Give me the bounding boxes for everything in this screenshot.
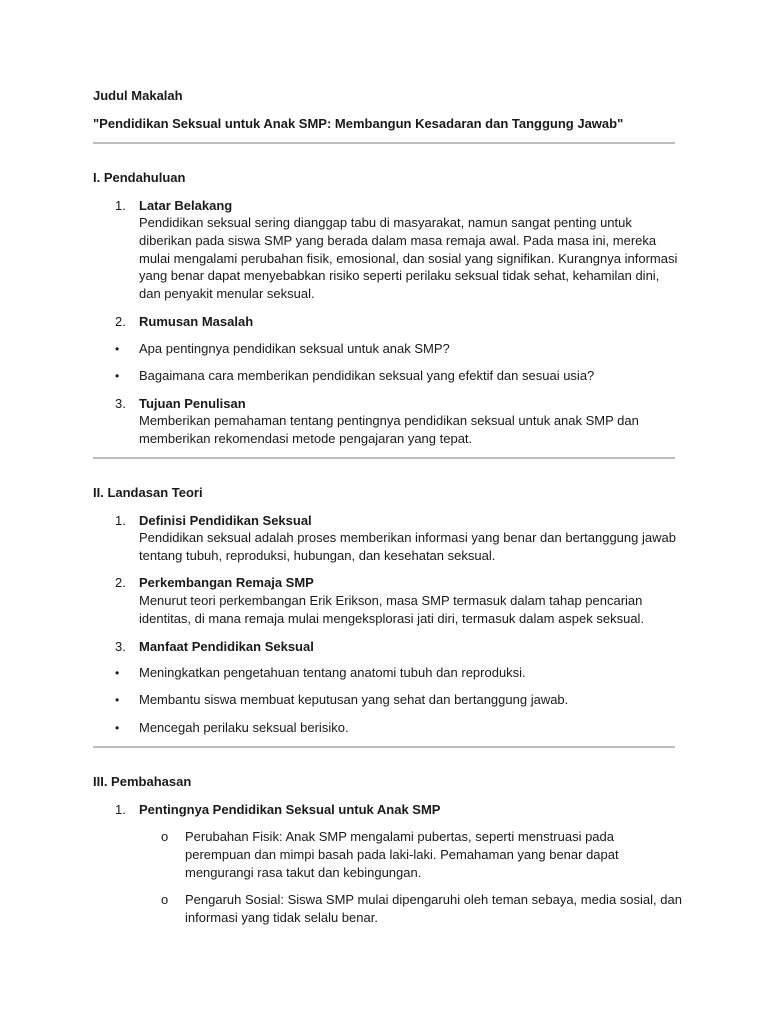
item-title: Latar Belakang (139, 198, 233, 213)
item-title: Rumusan Masalah (139, 314, 254, 329)
item-title: Pentingnya Pendidikan Seksual untuk Anak SMP (139, 802, 441, 817)
list-number: 2. (115, 314, 126, 329)
item-title: Definisi Pendidikan Seksual (139, 513, 312, 528)
list-number: 1. (115, 198, 126, 213)
circle-bullet-icon: o (161, 829, 169, 844)
list-item: Meningkatkan pengetahuan tentang anatomi tubuh dan reproduksi. (139, 665, 526, 680)
header-label: Judul Makalah (93, 88, 183, 103)
paper-title: "Pendidikan Seksual untuk Anak SMP: Membangun Kesadaran dan Tanggung Jawab" (93, 116, 624, 131)
paragraph-line: Memberikan pemahaman tentang pentingnya pendidikan seksual untuk anak SMP dan (139, 413, 639, 428)
list-item: Apa pentingnya pendidikan seksual untuk anak SMP? (139, 341, 450, 356)
bullet-icon: • (115, 369, 120, 383)
divider (93, 457, 675, 459)
list-number: 3. (115, 396, 126, 411)
sub-list-line: Pengaruh Sosial: Siswa SMP mulai dipengaruhi oleh teman sebaya, media sosial, dan (185, 892, 682, 907)
list-number: 3. (115, 639, 126, 654)
bullet-icon: • (115, 666, 120, 680)
paragraph-line: yang benar dapat menyebabkan risiko seperti perilaku seksual tidak sehat, kehamilan dini, (139, 268, 660, 283)
divider (93, 142, 675, 144)
paragraph-line: Pendidikan seksual sering dianggap tabu di masyarakat, namun sangat penting untuk (139, 215, 632, 230)
sub-list-line: informasi yang tidak selalu benar. (185, 910, 378, 925)
sub-list-line: Perubahan Fisik: Anak SMP mengalami pubertas, seperti menstruasi pada (185, 829, 614, 844)
section-heading-2: II. Landasan Teori (93, 485, 203, 500)
bullet-icon: • (115, 342, 120, 356)
list-item: Membantu siswa membuat keputusan yang sehat dan bertanggung jawab. (139, 692, 569, 707)
item-title: Manfaat Pendidikan Seksual (139, 639, 314, 654)
list-number: 2. (115, 575, 126, 590)
circle-bullet-icon: o (161, 892, 169, 907)
sub-list-line: mengurangi rasa takut dan kebingungan. (185, 865, 422, 880)
paragraph-line: mulai mengalami perubahan fisik, emosional, dan sosial yang signifikan. Kurangnya informasi (139, 251, 678, 266)
item-title: Tujuan Penulisan (139, 396, 246, 411)
list-number: 1. (115, 802, 126, 817)
bullet-icon: • (115, 693, 120, 707)
section-heading-3: III. Pembahasan (93, 774, 192, 789)
list-item: Bagaimana cara memberikan pendidikan seksual yang efektif dan sesuai usia? (139, 368, 595, 383)
paragraph-line: memberikan rekomendasi metode pengajaran yang tepat. (139, 431, 473, 446)
bullet-icon: • (115, 721, 120, 735)
section-heading-1: I. Pendahuluan (93, 170, 186, 185)
list-item: Mencegah perilaku seksual berisiko. (139, 720, 349, 735)
divider (93, 746, 675, 748)
paragraph-line: Pendidikan seksual adalah proses memberikan informasi yang benar dan bertanggung jawab (139, 530, 676, 545)
paragraph-line: dan penyakit menular seksual. (139, 286, 315, 301)
paragraph-line: identitas, di mana remaja mulai mengeksplorasi jati diri, termasuk dalam aspek seksual. (139, 611, 645, 626)
list-number: 1. (115, 513, 126, 528)
item-title: Perkembangan Remaja SMP (139, 575, 314, 590)
paragraph-line: Menurut teori perkembangan Erik Erikson, masa SMP termasuk dalam tahap pencarian (139, 593, 643, 608)
paragraph-line: diberikan pada siswa SMP yang berada dalam masa remaja awal. Pada masa ini, mereka (139, 233, 657, 248)
paragraph-line: tentang tubuh, reproduksi, hubungan, dan kesehatan seksual. (139, 548, 496, 563)
sub-list-line: perempuan dan mimpi basah pada laki-laki. Pemahaman yang benar dapat (185, 847, 619, 862)
